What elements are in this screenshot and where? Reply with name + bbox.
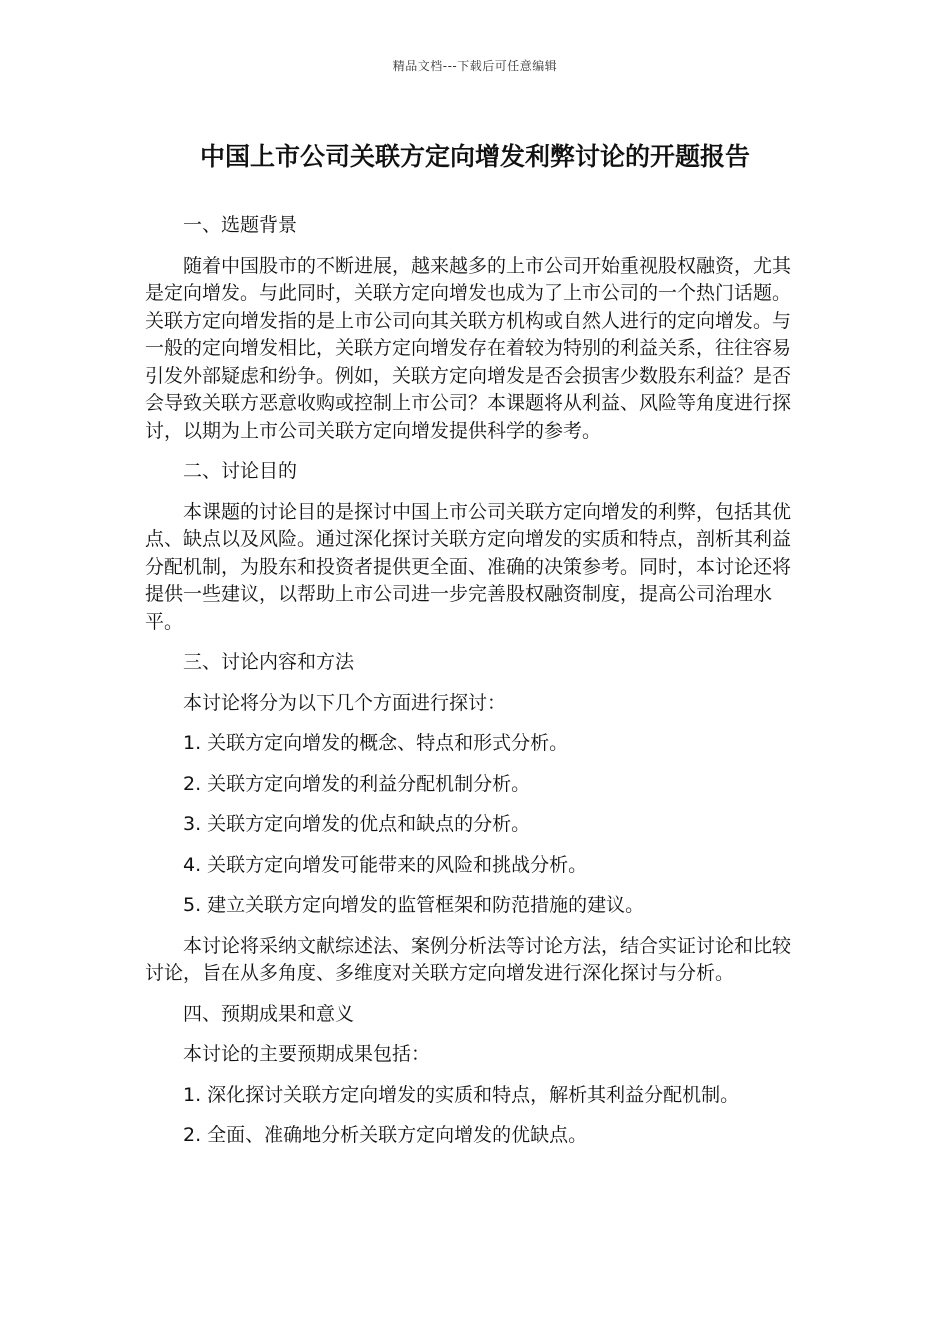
paragraph-method: 本讨论将采纳文献综述法、案例分析法等讨论方法，结合实证讨论和比较讨论，旨在从多角度、多维度对关联方定向增发进行深化探讨与分析。 bbox=[145, 934, 792, 984]
paragraph-outcomes-intro: 本讨论的主要预期成果包括： bbox=[183, 1043, 431, 1065]
paragraph-background: 随着中国股市的不断进展，越来越多的上市公司开始重视股权融资，尤其是定向增发。与此同时，关联方定向增发也成为了上市公司的一个热门话题。关联方定向增发指的是上市公司向其关联方机构或自然人进行的定向增发。与一般的定向增发相比，关联方定向增发存在着较为特别的利益关系，往往容易引发外部疑虑和纷争。例如，关联方定向增发是否会损害少数股东利益？是否会导致关联方恶意收购或控制上市公司？本课题将从利益、风险等角度进行探讨，以期为上市公司关联方定向增发提供科学的参考。 bbox=[145, 254, 792, 442]
list-item: 1. 深化探讨关联方定向增发的实质和特点，解析其利益分配机制。 bbox=[183, 1083, 740, 1106]
list-item: 1. 关联方定向增发的概念、特点和形式分析。 bbox=[183, 732, 569, 754]
section-heading-content-method: 三、讨论内容和方法 bbox=[183, 651, 355, 673]
document-body bbox=[145, 212, 800, 1163]
section-heading-background: 一、选题背景 bbox=[183, 214, 298, 236]
list-item: 5. 建立关联方定向增发的监管框架和防范措施的建议。 bbox=[183, 894, 645, 916]
list-item: 3. 关联方定向增发的优点和缺点的分析。 bbox=[183, 813, 531, 835]
list-item: 2. 关联方定向增发的利益分配机制分析。 bbox=[183, 772, 531, 795]
paragraph-content-intro: 本讨论将分为以下几个方面进行探讨： bbox=[183, 691, 507, 714]
section-heading-purpose: 二、讨论目的 bbox=[183, 460, 298, 482]
list-item: 2. 全面、准确地分析关联方定向增发的优缺点。 bbox=[183, 1124, 588, 1146]
paragraph-purpose: 本课题的讨论目的是探讨中国上市公司关联方定向增发的利弊，包括其优点、缺点以及风险。通过深化探讨关联方定向增发的实质和特点，剖析其利益分配机制，为股东和投资者提供更全面、准确的决策参考。同时，本讨论还将提供一些建议，以帮助上市公司进一步完善股权融资制度，提高公司治理水平。 bbox=[145, 500, 792, 633]
section-heading-outcomes: 四、预期成果和意义 bbox=[183, 1002, 355, 1025]
list-item: 4. 关联方定向增发可能带来的风险和挑战分析。 bbox=[183, 853, 588, 876]
header-note: 精品文档---下载后可任意编辑 bbox=[392, 59, 558, 73]
document-title: 中国上市公司关联方定向增发利弊讨论的开题报告 bbox=[199, 142, 750, 171]
